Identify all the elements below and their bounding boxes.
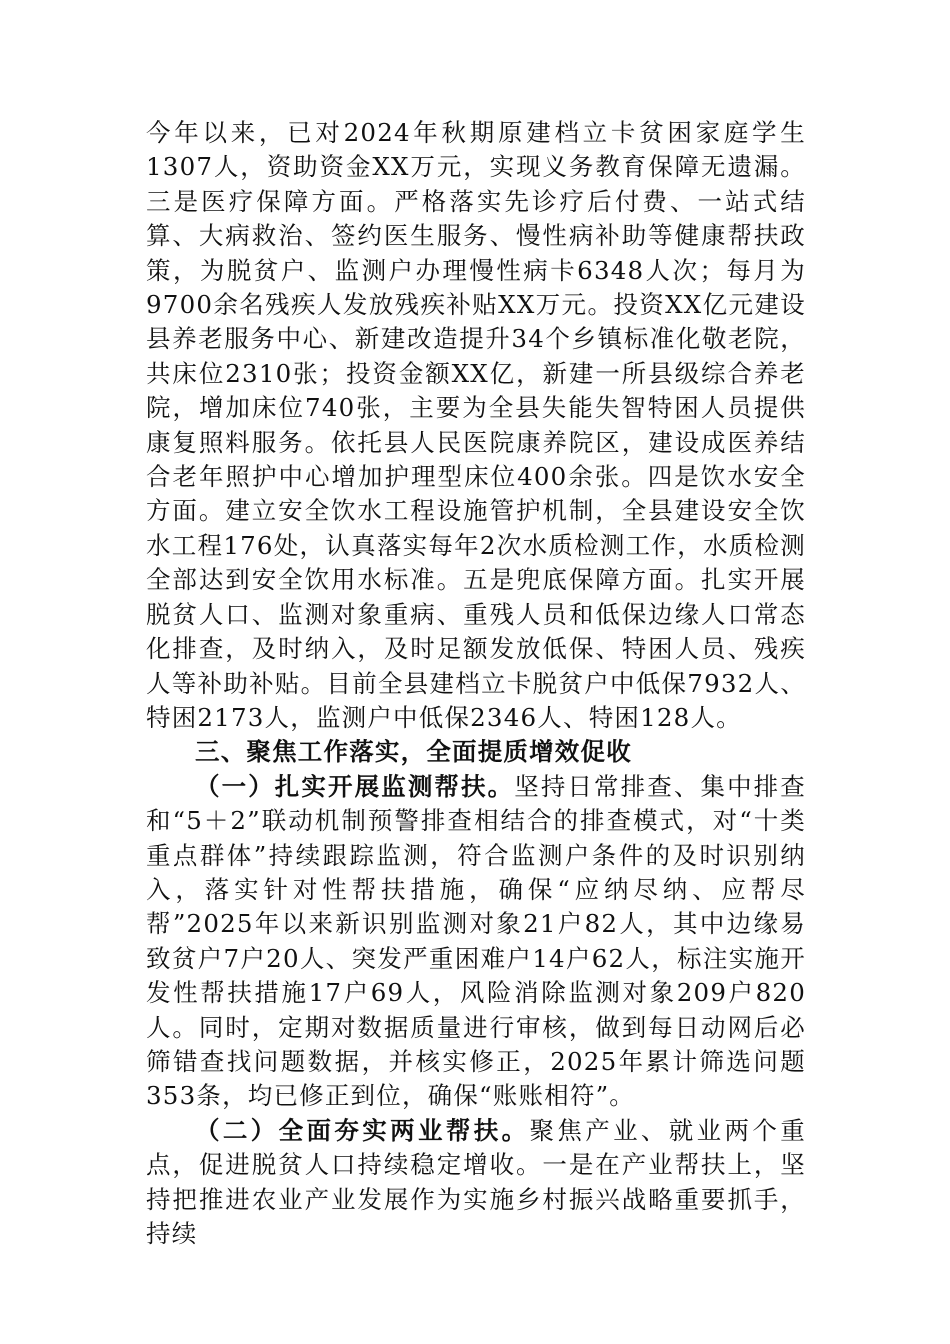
subsection-body-one: 坚持日常排查、集中排查和“5＋2”联动机制预警排查相结合的排查模式，对“十类重点群体”持续跟踪监测，符合监测户条件的及时识别纳入，落实针对性帮扶措施，确保“应纳尽纳、应帮尽帮”2025年以来新识别监测对象21户82人，其中边缘易致贫户7户20人、突发严重困难户14户62人，标注实施开发性帮扶措施17户69人，风险消除监测对象209户820人。同时，定期对数据质量进行审核，做到每日动网后必筛错查找问题数据，并核实修正，2025年累计筛选问题353条，均已修正到位，确保“账账相符”。 xyxy=(146,771,806,1111)
paragraph-two-industries-support xyxy=(146,1114,806,1252)
subsection-heading-two: （二）全面夯实两业帮扶。 xyxy=(195,1115,530,1145)
subsection-heading-one: （一）扎实开展监测帮扶。 xyxy=(195,771,515,801)
document-body xyxy=(146,116,806,1251)
section-heading-three: 三、聚焦工作落实，全面提质增效促收 xyxy=(195,737,632,767)
subsection-body-two: 聚焦产业、就业两个重点，促进脱贫人口持续稳定增收。一是在产业帮扶上，坚持把推进农业产业发展作为实施乡村振兴战略重要抓手，持续 xyxy=(146,1115,806,1248)
paragraph-monitoring-support xyxy=(146,770,806,1114)
paragraph-continuation: 今年以来，已对2024年秋期原建档立卡贫困家庭学生1307人，资助资金XX万元，实现义务教育保障无遗漏。三是医疗保障方面。严格落实先诊疗后付费、一站式结算、大病救治、签约医生服务、慢性病补助等健康帮扶政策，为脱贫户、监测户办理慢性病卡6348人次；每月为9700余名残疾人发放残疾补贴XX万元。投资XX亿元建设县养老服务中心、新建改造提升34个乡镇标准化敬老院，共床位2310张；投资金额XX亿，新建一所县级综合养老院，增加床位740张，主要为全县失能失智特困人员提供康复照料服务。依托县人民医院康养院区，建设成医养结合老年照护中心增加护理型床位400余张。四是饮水安全方面。建立安全饮水工程设施管护机制，全县建设安全饮水工程176处，认真落实每年2次水质检测工作，水质检测全部达到安全饮用水标准。五是兜底保障方面。扎实开展脱贫人口、监测对象重病、重残人员和低保边缘人口常态化排查，及时纳入，及时足额发放低保、特困人员、残疾人等补助补贴。目前全县建档立卡脱贫户中低保7932人、特困2173人，监测户中低保2346人、特困128人。 xyxy=(146,118,806,732)
